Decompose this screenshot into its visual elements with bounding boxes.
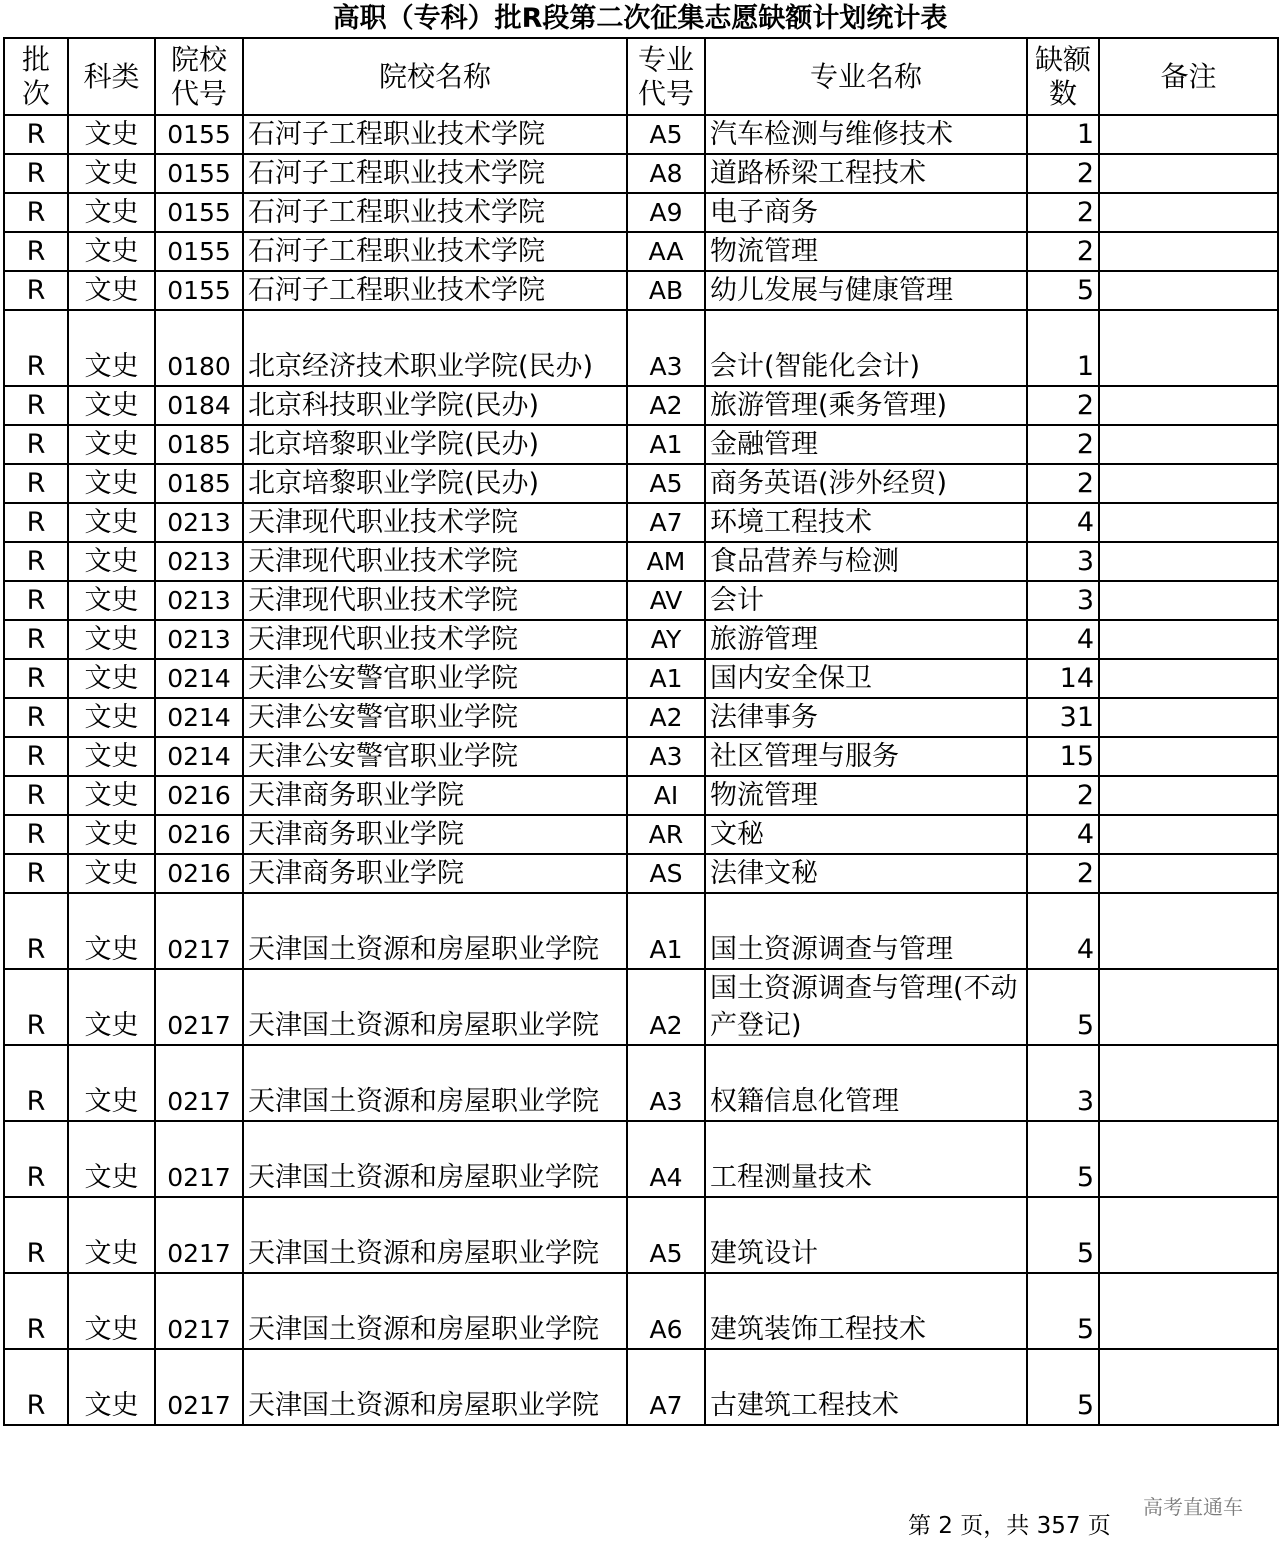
cell-category: 文史 [68,542,155,581]
cell-remarks [1099,503,1278,542]
cell-school-name: 天津公安警官职业学院 [243,698,627,737]
cell-vacancies: 2 [1027,154,1099,193]
cell-major-code: A1 [627,893,705,969]
cell-category: 文史 [68,310,155,386]
cell-major-code: A5 [627,464,705,503]
cell-remarks [1099,154,1278,193]
table-row [4,1273,1278,1349]
cell-category: 文史 [68,1045,155,1121]
cell-remarks [1099,310,1278,386]
cell-batch: R [4,659,68,698]
page-title: 高职（专科）批R段第二次征集志愿缺额计划统计表 [332,3,948,34]
cell-school-name: 天津国土资源和房屋职业学院 [243,1045,627,1121]
cell-school-name: 天津商务职业学院 [243,854,627,893]
cell-major-code: A5 [627,1197,705,1273]
cell-school-name: 北京经济技术职业学院(民办) [243,310,627,386]
cell-school-code: 0185 [155,464,243,503]
table-row [4,310,1278,386]
cell-batch: R [4,154,68,193]
header-remarks: 备注 [1099,38,1278,115]
cell-major-code: AM [627,542,705,581]
cell-major-name: 建筑设计 [705,1197,1027,1273]
cell-school-code: 0217 [155,893,243,969]
cell-school-code: 0185 [155,425,243,464]
cell-major-name: 商务英语(涉外经贸) [705,464,1027,503]
cell-major-code: A2 [627,969,705,1045]
cell-remarks [1099,232,1278,271]
cell-school-name: 石河子工程职业技术学院 [243,232,627,271]
cell-major-code: A7 [627,503,705,542]
cell-major-code: A3 [627,310,705,386]
cell-category: 文史 [68,698,155,737]
cell-school-code: 0214 [155,737,243,776]
cell-vacancies: 5 [1027,1197,1099,1273]
cell-remarks [1099,386,1278,425]
table-row [4,1121,1278,1197]
table-row [4,815,1278,854]
cell-vacancies: 4 [1027,503,1099,542]
cell-category: 文史 [68,1273,155,1349]
cell-remarks [1099,193,1278,232]
cell-batch: R [4,893,68,969]
cell-school-name: 石河子工程职业技术学院 [243,271,627,310]
cell-school-code: 0155 [155,154,243,193]
cell-school-name: 天津国土资源和房屋职业学院 [243,1273,627,1349]
cell-vacancies: 15 [1027,737,1099,776]
header-school-code: 院校代号 [155,38,243,115]
cell-category: 文史 [68,115,155,154]
cell-school-code: 0155 [155,193,243,232]
cell-major-name: 旅游管理 [705,620,1027,659]
table-row [4,620,1278,659]
cell-school-name: 石河子工程职业技术学院 [243,193,627,232]
cell-school-code: 0214 [155,698,243,737]
cell-major-name: 食品营养与检测 [705,542,1027,581]
cell-major-name: 物流管理 [705,232,1027,271]
cell-major-name: 环境工程技术 [705,503,1027,542]
cell-remarks [1099,581,1278,620]
cell-remarks [1099,1349,1278,1425]
cell-category: 文史 [68,425,155,464]
cell-school-code: 0217 [155,1045,243,1121]
table-row [4,1045,1278,1121]
cell-major-name: 会计 [705,581,1027,620]
cell-vacancies: 2 [1027,193,1099,232]
cell-batch: R [4,115,68,154]
cell-school-name: 天津公安警官职业学院 [243,659,627,698]
cell-category: 文史 [68,815,155,854]
cell-remarks [1099,854,1278,893]
cell-remarks [1099,620,1278,659]
table-row [4,271,1278,310]
cell-category: 文史 [68,620,155,659]
cell-major-code: A7 [627,1349,705,1425]
cell-remarks [1099,425,1278,464]
cell-batch: R [4,425,68,464]
cell-major-code: AV [627,581,705,620]
cell-major-code: A5 [627,115,705,154]
table-row [4,154,1278,193]
cell-major-code: AB [627,271,705,310]
cell-vacancies: 2 [1027,386,1099,425]
cell-category: 文史 [68,1197,155,1273]
cell-batch: R [4,620,68,659]
watermark: 高考直通车 [1143,1495,1243,1519]
cell-school-name: 石河子工程职业技术学院 [243,154,627,193]
cell-major-name: 金融管理 [705,425,1027,464]
table-row [4,1197,1278,1273]
cell-school-code: 0213 [155,542,243,581]
cell-school-name: 天津国土资源和房屋职业学院 [243,969,627,1045]
cell-school-name: 北京科技职业学院(民办) [243,386,627,425]
cell-batch: R [4,1273,68,1349]
cell-remarks [1099,698,1278,737]
cell-major-name: 国土资源调查与管理 [705,893,1027,969]
table-body [4,115,1278,1425]
table-row [4,659,1278,698]
cell-major-name: 法律文秘 [705,854,1027,893]
cell-school-name: 天津现代职业技术学院 [243,620,627,659]
cell-major-name: 法律事务 [705,698,1027,737]
cell-vacancies: 3 [1027,1045,1099,1121]
table-row [4,776,1278,815]
cell-category: 文史 [68,503,155,542]
cell-vacancies: 2 [1027,232,1099,271]
cell-batch: R [4,310,68,386]
cell-batch: R [4,232,68,271]
table-row [4,503,1278,542]
table-row [4,542,1278,581]
cell-category: 文史 [68,386,155,425]
table-row [4,854,1278,893]
cell-category: 文史 [68,193,155,232]
cell-remarks [1099,542,1278,581]
cell-remarks [1099,776,1278,815]
cell-major-name: 电子商务 [705,193,1027,232]
cell-remarks [1099,1273,1278,1349]
cell-school-name: 天津商务职业学院 [243,776,627,815]
cell-major-code: A9 [627,193,705,232]
cell-vacancies: 4 [1027,815,1099,854]
cell-batch: R [4,386,68,425]
table-row [4,115,1278,154]
vacancy-table [3,37,1279,1426]
cell-remarks [1099,271,1278,310]
cell-major-name: 建筑装饰工程技术 [705,1273,1027,1349]
table-row [4,1349,1278,1425]
cell-major-name: 汽车检测与维修技术 [705,115,1027,154]
cell-major-code: AA [627,232,705,271]
cell-major-code: AS [627,854,705,893]
cell-batch: R [4,698,68,737]
table-row [4,232,1278,271]
cell-batch: R [4,193,68,232]
cell-school-name: 天津国土资源和房屋职业学院 [243,893,627,969]
cell-major-code: AI [627,776,705,815]
page-footer: 第 2 页，共 357 页 [908,1513,1111,1539]
cell-school-code: 0216 [155,854,243,893]
cell-school-code: 0155 [155,232,243,271]
cell-vacancies: 2 [1027,854,1099,893]
cell-vacancies: 5 [1027,1121,1099,1197]
cell-vacancies: 1 [1027,310,1099,386]
cell-school-name: 天津公安警官职业学院 [243,737,627,776]
cell-vacancies: 2 [1027,464,1099,503]
cell-batch: R [4,1349,68,1425]
cell-vacancies: 2 [1027,776,1099,815]
cell-major-name: 国土资源调查与管理(不动产登记) [705,969,1027,1045]
cell-batch: R [4,815,68,854]
cell-school-code: 0213 [155,581,243,620]
cell-vacancies: 3 [1027,542,1099,581]
cell-remarks [1099,737,1278,776]
cell-vacancies: 14 [1027,659,1099,698]
header-school-name: 院校名称 [243,38,627,115]
cell-category: 文史 [68,854,155,893]
cell-school-name: 北京培黎职业学院(民办) [243,425,627,464]
cell-vacancies: 5 [1027,1349,1099,1425]
cell-major-code: A6 [627,1273,705,1349]
cell-school-code: 0217 [155,1121,243,1197]
cell-major-name: 社区管理与服务 [705,737,1027,776]
table-row [4,969,1278,1045]
cell-school-name: 天津国土资源和房屋职业学院 [243,1349,627,1425]
cell-remarks [1099,1121,1278,1197]
cell-remarks [1099,115,1278,154]
table-row [4,893,1278,969]
cell-school-code: 0180 [155,310,243,386]
cell-batch: R [4,776,68,815]
cell-category: 文史 [68,893,155,969]
cell-school-code: 0155 [155,271,243,310]
cell-category: 文史 [68,581,155,620]
cell-major-code: A1 [627,659,705,698]
cell-category: 文史 [68,154,155,193]
cell-major-code: A8 [627,154,705,193]
cell-major-name: 物流管理 [705,776,1027,815]
cell-category: 文史 [68,1121,155,1197]
header-major-code: 专业代号 [627,38,705,115]
cell-major-name: 国内安全保卫 [705,659,1027,698]
cell-major-code: A2 [627,698,705,737]
cell-major-name: 权籍信息化管理 [705,1045,1027,1121]
table-row [4,464,1278,503]
cell-school-code: 0217 [155,1349,243,1425]
cell-school-code: 0214 [155,659,243,698]
cell-batch: R [4,581,68,620]
header-vacancies: 缺额数 [1027,38,1099,115]
cell-major-code: A2 [627,386,705,425]
cell-remarks [1099,659,1278,698]
table-header-row [4,38,1278,115]
table-row [4,581,1278,620]
cell-remarks [1099,1197,1278,1273]
table-row [4,425,1278,464]
cell-category: 文史 [68,464,155,503]
cell-vacancies: 2 [1027,425,1099,464]
cell-remarks [1099,893,1278,969]
cell-batch: R [4,737,68,776]
cell-category: 文史 [68,969,155,1045]
cell-vacancies: 31 [1027,698,1099,737]
cell-major-code: AY [627,620,705,659]
cell-school-name: 天津国土资源和房屋职业学院 [243,1121,627,1197]
cell-school-code: 0217 [155,969,243,1045]
cell-category: 文史 [68,659,155,698]
cell-category: 文史 [68,232,155,271]
cell-remarks [1099,464,1278,503]
cell-school-code: 0217 [155,1197,243,1273]
cell-batch: R [4,464,68,503]
cell-batch: R [4,271,68,310]
cell-vacancies: 4 [1027,893,1099,969]
cell-vacancies: 5 [1027,271,1099,310]
cell-major-name: 文秘 [705,815,1027,854]
cell-major-name: 旅游管理(乘务管理) [705,386,1027,425]
cell-school-name: 天津国土资源和房屋职业学院 [243,1197,627,1273]
cell-school-code: 0217 [155,1273,243,1349]
cell-school-name: 天津现代职业技术学院 [243,503,627,542]
cell-batch: R [4,1121,68,1197]
cell-major-name: 工程测量技术 [705,1121,1027,1197]
cell-batch: R [4,1045,68,1121]
cell-major-name: 幼儿发展与健康管理 [705,271,1027,310]
cell-major-name: 道路桥梁工程技术 [705,154,1027,193]
cell-vacancies: 4 [1027,620,1099,659]
cell-school-code: 0155 [155,115,243,154]
cell-school-code: 0213 [155,503,243,542]
cell-school-code: 0213 [155,620,243,659]
cell-school-name: 天津现代职业技术学院 [243,542,627,581]
cell-vacancies: 5 [1027,969,1099,1045]
cell-school-code: 0184 [155,386,243,425]
cell-vacancies: 3 [1027,581,1099,620]
cell-batch: R [4,969,68,1045]
cell-category: 文史 [68,271,155,310]
cell-major-name: 会计(智能化会计) [705,310,1027,386]
cell-school-name: 石河子工程职业技术学院 [243,115,627,154]
cell-remarks [1099,969,1278,1045]
cell-major-code: AR [627,815,705,854]
table-row [4,193,1278,232]
cell-batch: R [4,854,68,893]
cell-vacancies: 5 [1027,1273,1099,1349]
cell-major-code: A3 [627,1045,705,1121]
cell-remarks [1099,815,1278,854]
cell-major-code: A1 [627,425,705,464]
table-row [4,386,1278,425]
table-row [4,698,1278,737]
cell-batch: R [4,503,68,542]
table-row [4,737,1278,776]
cell-vacancies: 1 [1027,115,1099,154]
header-batch: 批次 [4,38,68,115]
cell-batch: R [4,1197,68,1273]
cell-school-code: 0216 [155,815,243,854]
cell-category: 文史 [68,1349,155,1425]
cell-school-code: 0216 [155,776,243,815]
cell-school-name: 天津现代职业技术学院 [243,581,627,620]
cell-school-name: 天津商务职业学院 [243,815,627,854]
cell-category: 文史 [68,776,155,815]
cell-major-name: 古建筑工程技术 [705,1349,1027,1425]
header-category: 科类 [68,38,155,115]
cell-major-code: A4 [627,1121,705,1197]
cell-school-name: 北京培黎职业学院(民办) [243,464,627,503]
header-major-name: 专业名称 [705,38,1027,115]
cell-batch: R [4,542,68,581]
cell-category: 文史 [68,737,155,776]
cell-major-code: A3 [627,737,705,776]
cell-remarks [1099,1045,1278,1121]
